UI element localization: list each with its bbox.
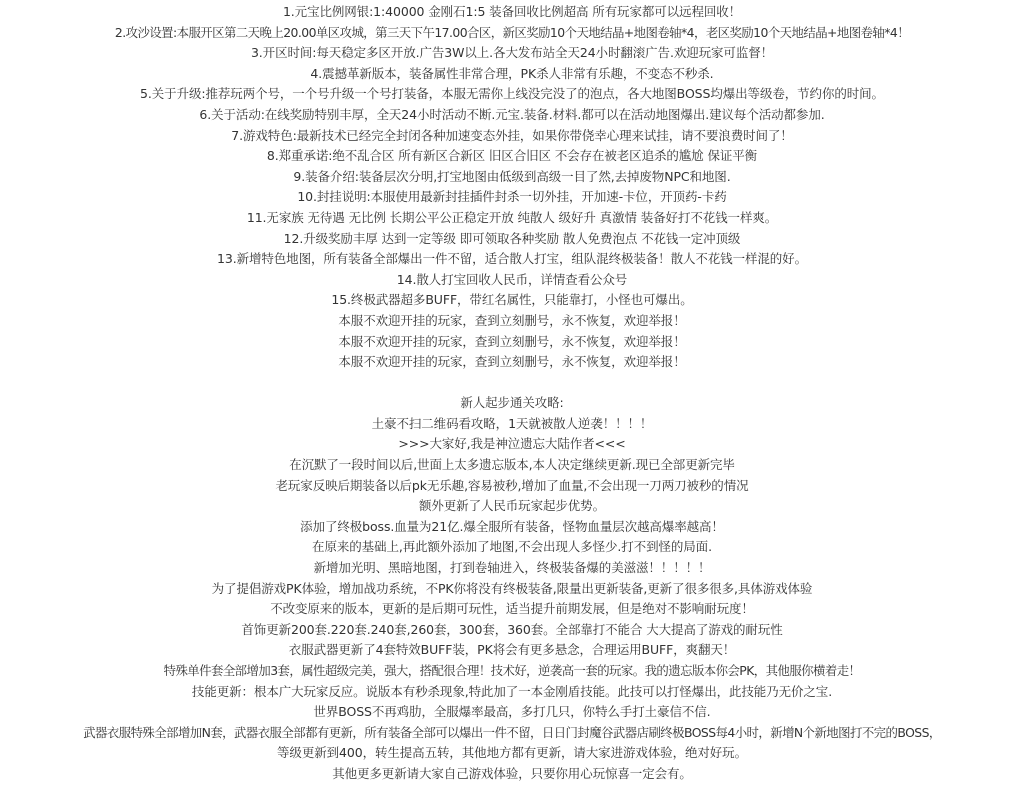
guide-line-16: 武器衣服特殊全部增加N套，武器衣服全部都有更新，所有装备全部可以爆出一件不留，日日门封魔谷武器店刷终极BOSS每4小时，新增N个新地图打不完的BOSS， [83, 724, 941, 740]
notice-line-15: 15.终极武器超多BUFF，带红名属性，只能靠打，小怪也可爆出。 [331, 292, 693, 308]
warning-line-3: 本服不欢迎开挂的玩家，查到立刻删号，永不恢复，欢迎举报！ [338, 354, 686, 370]
guide-line-10: 不改变原来的版本，更新的是后期可玩性，适当提升前期发展，但是绝对不影响耐玩度！ [270, 601, 754, 617]
notice-line-6: 6.关于活动:在线奖励特别丰厚，全天24小时活动不断.元宝.装备.材料.都可以在活动地图爆出.建议每个活动都参加. [199, 106, 825, 122]
server-rules-section [0, 2, 1024, 373]
notice-line-1: 1.元宝比例网银:1:40000 金刚石1:5 装备回收比例超高 所有玩家都可以远程回收！ [282, 4, 742, 19]
notice-line-9: 9.装备介绍:装备层次分明,打宝地图由低级到高级一目了然,去掉废物NPC和地图. [293, 168, 731, 184]
beginner-guide-section [0, 393, 1024, 784]
guide-heading: 新人起步通关攻略: [460, 395, 564, 411]
guide-line-17: 等级更新到400，转生提高五转，其他地方都有更新，请大家进游戏体验，绝对好玩。 [277, 745, 747, 761]
guide-line-14: 技能更新：根本广大玩家反应。说版本有秒杀现象,特此加了一本金刚盾技能。此技可以打怪爆出，此技能乃无价之宝. [191, 683, 833, 699]
notice-line-7: 7.游戏特色:最新技术已经完全封闭各种加速变态外挂，如果你带侥幸心理来试挂，请不要浪费时间了！ [231, 127, 793, 143]
section-spacer [0, 373, 1024, 394]
warning-line-1: 本服不欢迎开挂的玩家，查到立刻删号，永不恢复，欢迎举报！ [338, 312, 686, 328]
guide-line-5: 额外更新了人民币玩家起步优势。 [418, 498, 605, 514]
guide-line-2: >>>大家好,我是神泣遗忘大陆作者<<< [398, 436, 626, 452]
guide-line-8: 新增加光明、黑暗地图，打到卷轴进入，终极装备爆的美滋滋！！！！！ [313, 560, 711, 576]
notice-line-2: 2.攻沙设置:本服开区第二天晚上20.00单区攻城，第三天下午17.00合区，新区奖励10个天地结晶+地图卷轴*4，老区奖励10个天地结晶+地图卷轴*4！ [114, 24, 910, 40]
notice-line-13: 13.新增特色地图，所有装备全部爆出一件不留，适合散人打宝，组队混终极装备！散人不花钱一样混的好。 [217, 251, 807, 267]
guide-line-7: 在原来的基础上,再此额外添加了地图,不会出现人多怪少.打不到怪的局面. [312, 539, 712, 555]
guide-line-3: 在沉默了一段时间以后,世面上太多遗忘版本,本人决定继续更新.现已全部更新完毕 [289, 457, 735, 473]
guide-line-18: 其他更多更新请大家自己游戏体验，只要你用心玩惊喜一定会有。 [332, 765, 692, 781]
guide-line-9: 为了提倡游戏PK体验，增加战功系统，不PK你将没有终极装备,限量出更新装备,更新了很多很多,具体游戏体验 [211, 580, 813, 596]
notice-line-12: 12.升级奖励丰厚 达到一定等级 即可领取各种奖励 散人免费泡点 不花钱一定冲顶级 [283, 230, 741, 246]
guide-line-13: 特殊单件套全部增加3套，属性超级完美，强大，搭配很合理！技术好，逆袭高一套的玩家。我的遗忘版本你会PK，其他服你横着走！ [163, 663, 861, 678]
guide-line-6: 添加了终极boss.血量为21亿.爆全服所有装备，怪物血量层次越高爆率越高！ [300, 518, 724, 534]
notice-line-8: 8.郑重承诺:绝不乱合区 所有新区合新区 旧区合旧区 不会存在被老区追杀的尴尬 保证平衡 [266, 148, 758, 164]
notice-line-5: 5.关于升级:推荐玩两个号，一个号升级一个号打装备，本服无需你上线没完没了的泡点，各大地图BOSS均爆出等级卷，节约你的时间。 [140, 86, 884, 102]
warning-line-2: 本服不欢迎开挂的玩家，查到立刻删号，永不恢复，欢迎举报！ [338, 333, 686, 349]
guide-line-11: 首饰更新200套.220套.240套,260套，300套，360套。全部靠打不能合 大大提高了游戏的耐玩性 [241, 621, 783, 637]
guide-line-4: 老玩家反映后期装备以后pk无乐趣,容易被秒,增加了血量,不会出现一刀两刀被秒的情况 [275, 477, 749, 493]
guide-line-15: 世界BOSS不再鸡肋，全服爆率最高，多打几只，你特么手打土豪信不信. [313, 704, 711, 720]
notice-line-11: 11.无家族 无待遇 无比例 长期公平公正稳定开放 纯散人 级好升 真激情 装备好打不花钱一样爽。 [246, 209, 778, 225]
notice-line-10: 10.封挂说明:本服使用最新封挂插件封杀一切外挂，开加速-卡位，开顶药-卡药 [297, 189, 727, 205]
notice-line-3: 3.开区时间:每天稳定多区开放.广告3W以上.各大发布站全天24小时翻滚广告.欢迎玩家可监督！ [250, 45, 774, 61]
notice-line-14: 14.散人打宝回收人民币，详情查看公众号 [396, 271, 628, 287]
notice-line-4: 4.震撼革新版本，装备属性非常合理，PK杀人非常有乐趣，不变态不秒杀. [310, 65, 714, 81]
guide-line-12: 衣服武器更新了4套特效BUFF装，PK将会有更多悬念，合理运用BUFF，爽翻天！ [288, 642, 736, 658]
guide-line-1: 土豪不扫二维码看攻略，1天就被散人逆袭！！！！ [371, 415, 653, 431]
